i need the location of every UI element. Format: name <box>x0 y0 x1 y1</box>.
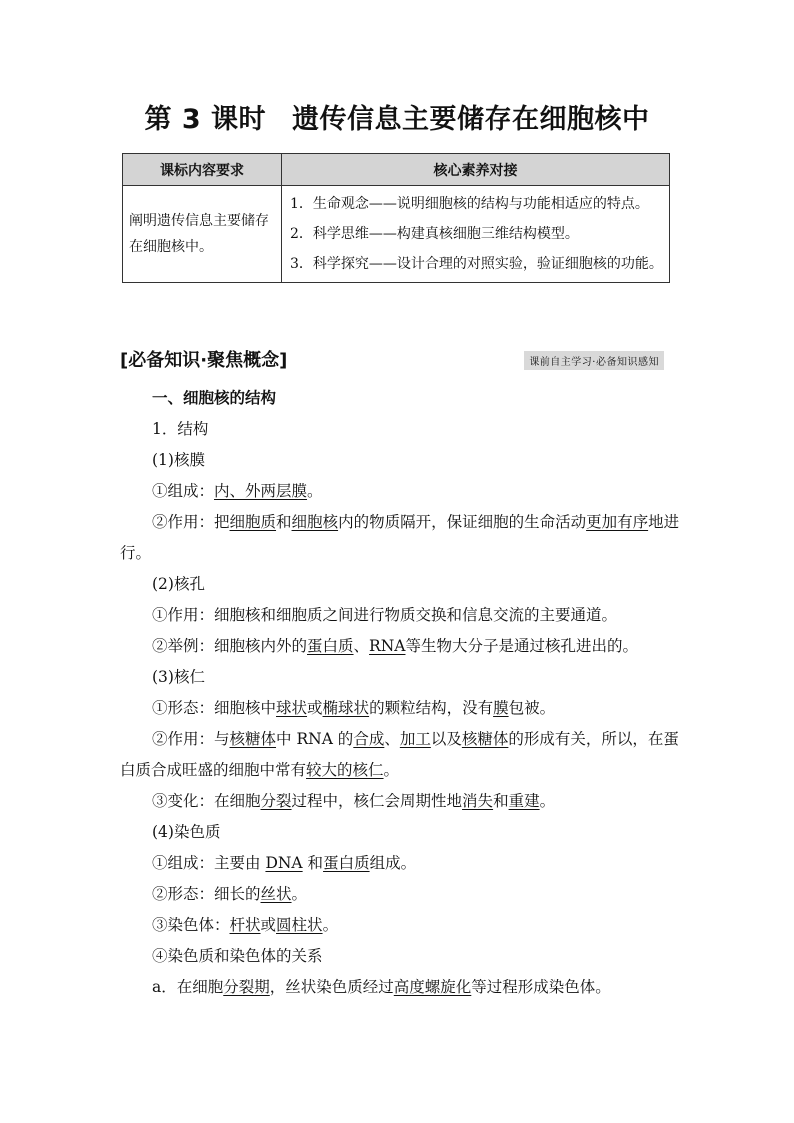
heading-structure: 一、细胞核的结构 <box>152 389 277 407</box>
paragraph: ①作用：细胞核和细胞质之间进行物质交换和信息交流的主要通道。 <box>152 606 618 624</box>
standards-table <box>122 153 670 283</box>
subsection-title: (3)核仁 <box>152 668 205 686</box>
section-tag: 课前自主学习·必备知识感知 <box>524 351 664 370</box>
paragraph: ①组成：主要由 DNA 和蛋白质组成。 <box>152 854 417 872</box>
table-header-standards: 课标内容要求 <box>123 154 282 186</box>
paragraph: ③变化：在细胞分裂过程中，核仁会周期性地消失和重建。 <box>152 792 556 810</box>
competency-item: 2．科学思维——构建真核细胞三维结构模型。 <box>290 226 579 242</box>
paragraph: ④染色质和染色体的关系 <box>152 947 323 965</box>
page-title <box>0 97 794 136</box>
lesson-number: 第 3 课时 <box>144 104 267 135</box>
paragraph: ③染色体：杆状或圆柱状。 <box>152 916 339 934</box>
paragraph: ②作用：与核糖体中 RNA 的合成、加工以及核糖体的形成有关，所以，在蛋白质合成旺盛的细胞中常有较大的核仁。 <box>120 730 679 779</box>
lesson-title: 遗传信息主要储存在细胞核中 <box>292 104 650 135</box>
subheading: 1．结构 <box>152 420 209 438</box>
table-header-competency: 核心素养对接 <box>282 154 670 186</box>
section-header <box>120 346 670 370</box>
competency-item: 3．科学探究——设计合理的对照实验，验证细胞核的功能。 <box>290 256 663 272</box>
paragraph: ②作用：把细胞质和细胞核内的物质隔开，保证细胞的生命活动更加有序地进行。 <box>120 513 680 562</box>
paragraph: ①形态：细胞核中球状或椭球状的颗粒结构，没有膜包被。 <box>152 699 556 717</box>
subsection-title: (2)核孔 <box>152 575 205 593</box>
standards-cell: 阐明遗传信息主要储存在细胞核中。 <box>123 186 282 283</box>
competency-item: 1．生命观念——说明细胞核的结构与功能相适应的特点。 <box>290 196 649 212</box>
paragraph: ②形态：细长的丝状。 <box>152 885 308 903</box>
paragraph: ①组成：内、外两层膜。 <box>152 482 323 500</box>
paragraph: ②举例：细胞核内外的蛋白质、RNA等生物大分子是通过核孔进出的。 <box>152 637 638 655</box>
subsection-title: (4)染色质 <box>152 823 221 841</box>
subsection-title: (1)核膜 <box>152 451 205 469</box>
main-content <box>120 383 680 1003</box>
paragraph: a．在细胞分裂期，丝状染色质经过高度螺旋化等过程形成染色体。 <box>152 978 611 996</box>
section-label: [必备知识·聚焦概念] <box>120 350 288 371</box>
competency-cell <box>282 186 670 283</box>
